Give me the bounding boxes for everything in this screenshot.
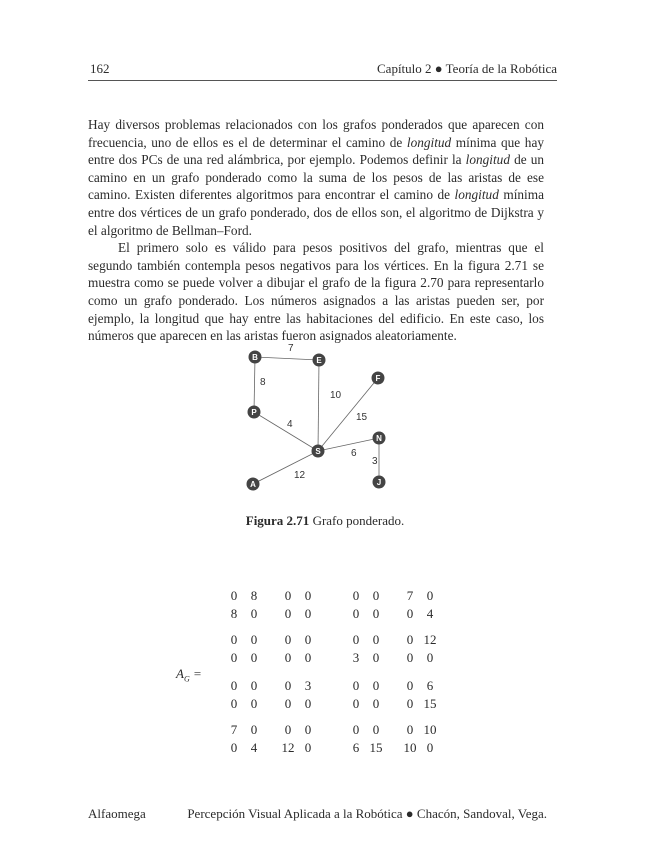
- matrix-cell: 0: [304, 740, 312, 755]
- matrix-cell: 0: [284, 606, 292, 621]
- weighted-graph-figure: [230, 338, 410, 498]
- matrix-cell: 10: [403, 740, 417, 755]
- matrix-cell: 0: [426, 740, 434, 755]
- edge-weight-A-S: 12: [294, 470, 306, 481]
- matrix-cell: 0: [406, 632, 414, 647]
- svg-text:S: S: [315, 447, 321, 456]
- svg-text:B: B: [252, 353, 258, 362]
- matrix-cell: 0: [304, 588, 312, 603]
- graph-edge-B-P: [254, 357, 255, 412]
- matrix-cell: 0: [352, 606, 360, 621]
- matrix-cell: 3: [304, 678, 312, 693]
- matrix-cell: 0: [372, 632, 380, 647]
- matrix-cell: 15: [369, 740, 383, 755]
- matrix-cell: 0: [372, 722, 380, 737]
- matrix-cell: 0: [284, 650, 292, 665]
- matrix-cell: 0: [352, 632, 360, 647]
- matrix-cell: 0: [426, 650, 434, 665]
- matrix-cell: 12: [423, 632, 437, 647]
- matrix-cell: 8: [250, 588, 258, 603]
- graph-edge-B-E: [255, 357, 319, 360]
- matrix-cell: 6: [352, 740, 360, 755]
- matrix-label: $A_G$ =: [176, 666, 202, 684]
- emphasis-longitud: longitud: [465, 152, 510, 168]
- matrix-cell: 0: [250, 650, 258, 665]
- header-rule: [88, 80, 557, 81]
- matrix-cell: 0: [304, 606, 312, 621]
- matrix-cell: 0: [230, 740, 238, 755]
- matrix-cell: 0: [352, 678, 360, 693]
- matrix-cell: 0: [352, 722, 360, 737]
- matrix-cell: 0: [250, 606, 258, 621]
- matrix-cell: 0: [284, 588, 292, 603]
- matrix-cell: 3: [352, 650, 360, 665]
- graph-node-J: [373, 476, 385, 488]
- svg-text:N: N: [376, 434, 382, 443]
- matrix-cell: 0: [372, 678, 380, 693]
- edge-weight-F-S: 15: [356, 412, 368, 423]
- page-header: [88, 58, 557, 76]
- matrix-cell: 0: [230, 696, 238, 711]
- matrix-cell: 0: [372, 588, 380, 603]
- figure-caption: [0, 513, 650, 529]
- footer-book-title: Percepción Visual Aplicada a la Robótica ● Chacón, Sandoval, Vega.: [187, 806, 547, 821]
- matrix-cell: 0: [284, 722, 292, 737]
- matrix-cell: 0: [372, 650, 380, 665]
- matrix-cell: 0: [304, 650, 312, 665]
- matrix-cell: 0: [406, 722, 414, 737]
- page-number: 162: [90, 61, 110, 76]
- matrix-cell: 0: [304, 722, 312, 737]
- matrix-cell: 12: [281, 740, 295, 755]
- matrix-subscript: G: [183, 674, 190, 684]
- matrix-cell: 0: [284, 678, 292, 693]
- edge-weight-B-E: 7: [288, 343, 294, 354]
- matrix-cell: 8: [230, 606, 238, 621]
- matrix-cell: 10: [423, 722, 437, 737]
- matrix-cell: 15: [423, 696, 437, 711]
- footer-publisher: Alfaomega: [88, 806, 146, 821]
- matrix-cell: 0: [230, 632, 238, 647]
- matrix-cell: 0: [406, 678, 414, 693]
- graph-node-A: [247, 478, 259, 490]
- running-title: Capítulo 2 ● Teoría de la Robótica: [377, 61, 557, 76]
- matrix-cell: 4: [426, 606, 434, 621]
- matrix-cell: 0: [352, 696, 360, 711]
- matrix-cell: 0: [352, 588, 360, 603]
- body-text: [88, 116, 544, 345]
- graph-node-P: [248, 406, 260, 418]
- matrix-cell: 0: [304, 632, 312, 647]
- edge-weight-N-J: 3: [372, 456, 378, 467]
- graph-node-E: [313, 354, 325, 366]
- matrix-cell: 4: [250, 740, 258, 755]
- matrix-name: A: [176, 666, 184, 681]
- edge-weight-P-S: 4: [287, 419, 293, 430]
- edge-weight-B-P: 8: [260, 377, 266, 388]
- graph-node-F: [372, 372, 384, 384]
- matrix-cell: 0: [406, 650, 414, 665]
- emphasis-longitud: longitud: [454, 187, 499, 203]
- paragraph-1: Hay diversos problemas relacionados con los grafos ponderados que aparecen con frecuencia, uno de ellos es el de determinar el camino de longitud mínima que hay entre dos PCs de una red alámbrica, por ejemplo. Podemos definir la longitud de un camino en un grafo ponderado como la suma de los pesos de las aristas de ese camino. Existen diferentes algoritmos para encontrar el camino de longitud mínima entre dos vértices de un grafo ponderado, dos de ellos son, el algoritmo de Dijkstra y el algoritmo de Bellman–Ford.: [88, 117, 545, 238]
- matrix-cell: 0: [230, 678, 238, 693]
- graph-node-S: [312, 445, 324, 457]
- graph-edge-E-S: [318, 360, 319, 451]
- emphasis-longitud: longitud: [406, 134, 452, 150]
- matrix-cell: 0: [372, 606, 380, 621]
- matrix-cell: 7: [230, 722, 238, 737]
- edge-weight-S-N: 6: [351, 448, 357, 459]
- svg-text:F: F: [375, 374, 381, 383]
- matrix-cell: 0: [250, 632, 258, 647]
- graph-edge-A-S: [253, 451, 318, 484]
- matrix-cell: 0: [284, 696, 292, 711]
- matrix-cell: 0: [406, 606, 414, 621]
- svg-text:A: A: [250, 480, 256, 489]
- svg-text:P: P: [251, 408, 257, 417]
- graph-node-B: [249, 351, 261, 363]
- edge-weight-E-S: 10: [330, 390, 342, 401]
- caption-text: Grafo ponderado.: [312, 513, 405, 528]
- graph-edge-P-S: [254, 412, 318, 451]
- matrix-cell: 0: [250, 722, 258, 737]
- matrix-cell: 0: [230, 650, 238, 665]
- matrix-cell: 6: [426, 678, 434, 693]
- matrix-cell: 0: [426, 588, 434, 603]
- svg-text:J: J: [376, 478, 382, 487]
- matrix-cell: 0: [372, 696, 380, 711]
- matrix-cell: 7: [406, 588, 414, 603]
- matrix-cell: 0: [304, 696, 312, 711]
- adjacency-matrix: [225, 588, 455, 758]
- matrix-cell: 0: [250, 696, 258, 711]
- graph-node-N: [373, 432, 385, 444]
- caption-label: Figura 2.71: [245, 513, 310, 528]
- matrix-cell: 0: [406, 696, 414, 711]
- svg-text:E: E: [316, 356, 322, 365]
- paragraph-2: El primero solo es válido para pesos positivos del grafo, mientras que el segundo también contempla pesos negativos para los vértices. En la figura 2.71 se muestra como se puede volver a dibujar el grafo de la figura 2.70 para representarlo como un grafo ponderado. Los números asignados a las aristas pueden ser, por ejemplo, la longitud que hay entre las habitaciones del edificio. En este caso, los números que aparecen en las aristas fueron asignados aleatoriamente.: [88, 240, 544, 344]
- matrix-cell: 0: [230, 588, 238, 603]
- matrix-cell: 0: [250, 678, 258, 693]
- matrix-cell: 0: [284, 632, 292, 647]
